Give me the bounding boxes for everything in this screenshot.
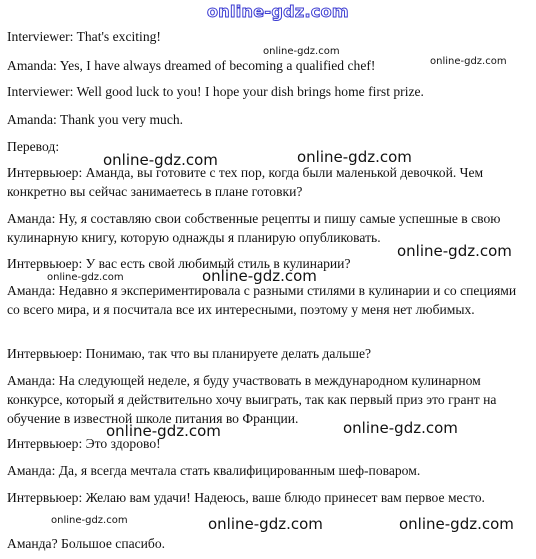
watermark-11: online-gdz.com [208,515,323,533]
paragraph-13: Аманда: Да, я всегда мечтала стать квалифицированным шеф-поваром. [7,463,421,478]
paragraph-14: Интервьюер: Желаю вам удачи! Надеюсь, ваше блюдо принесет вам первое место. [7,490,485,505]
watermark-2: online-gdz.com [430,56,507,67]
paragraph-4: Amanda: Thank you very much. [7,112,184,127]
watermark-8: online-gdz.com [106,422,221,440]
paragraph-15: Аманда? Большое спасибо. [7,536,166,551]
paragraph-2: Amanda: Yes, I have always dreamed of becoming a qualified chef! [7,58,376,73]
watermark-5: online-gdz.com [397,242,512,260]
watermark-7: online-gdz.com [47,272,124,283]
paragraph-5: Перевод: [7,139,60,154]
watermark-3: online-gdz.com [103,151,218,169]
watermark-12: online-gdz.com [399,515,514,533]
paragraph-7: Аманда: Ну, я составляю свои собственные рецепты и пишу самые успешные в свою кулинарную книгу, которую однажды я планирую опубликовать. [7,211,501,245]
paragraph-10: Интервьюер: Понимаю, так что вы планируете делать дальше? [7,346,372,361]
watermark-10: online-gdz.com [51,515,128,526]
watermark-9: online-gdz.com [343,419,458,437]
paragraph-8: Интервьюер: У вас есть свой любимый стиль в кулинарии? [7,256,351,271]
paragraph-1: Interviewer: That's exciting! [7,29,161,44]
top-watermark: online-gdz.com [207,2,349,21]
watermark-1: online-gdz.com [263,46,340,57]
paragraph-11: Аманда: На следующей неделе, я буду участвовать в международном кулинарном конкурсе, который я действительно хочу выиграть, так как первый приз это грант на обучение в известной школе питания во Франции. [7,373,497,426]
paragraph-12: Интервьюер: Это здорово! [7,436,161,451]
watermark-6: online-gdz.com [202,267,317,285]
paragraph-9: Аманда: Недавно я экспериментировала с разными стилями в кулинарии и со специями со всего мира, и я посчитала все их интересными, поэтому у меня нет любимых. [7,283,517,317]
paragraph-3: Interviewer: Well good luck to you! I hope your dish brings home first prize. [7,84,424,99]
paragraph-6: Интервьюер: Аманда, вы готовите с тех пор, когда были маленькой девочкой. Чем конкретно вы сейчас занимаетесь в плане готовки? [7,165,484,199]
watermark-4: online-gdz.com [297,148,412,166]
